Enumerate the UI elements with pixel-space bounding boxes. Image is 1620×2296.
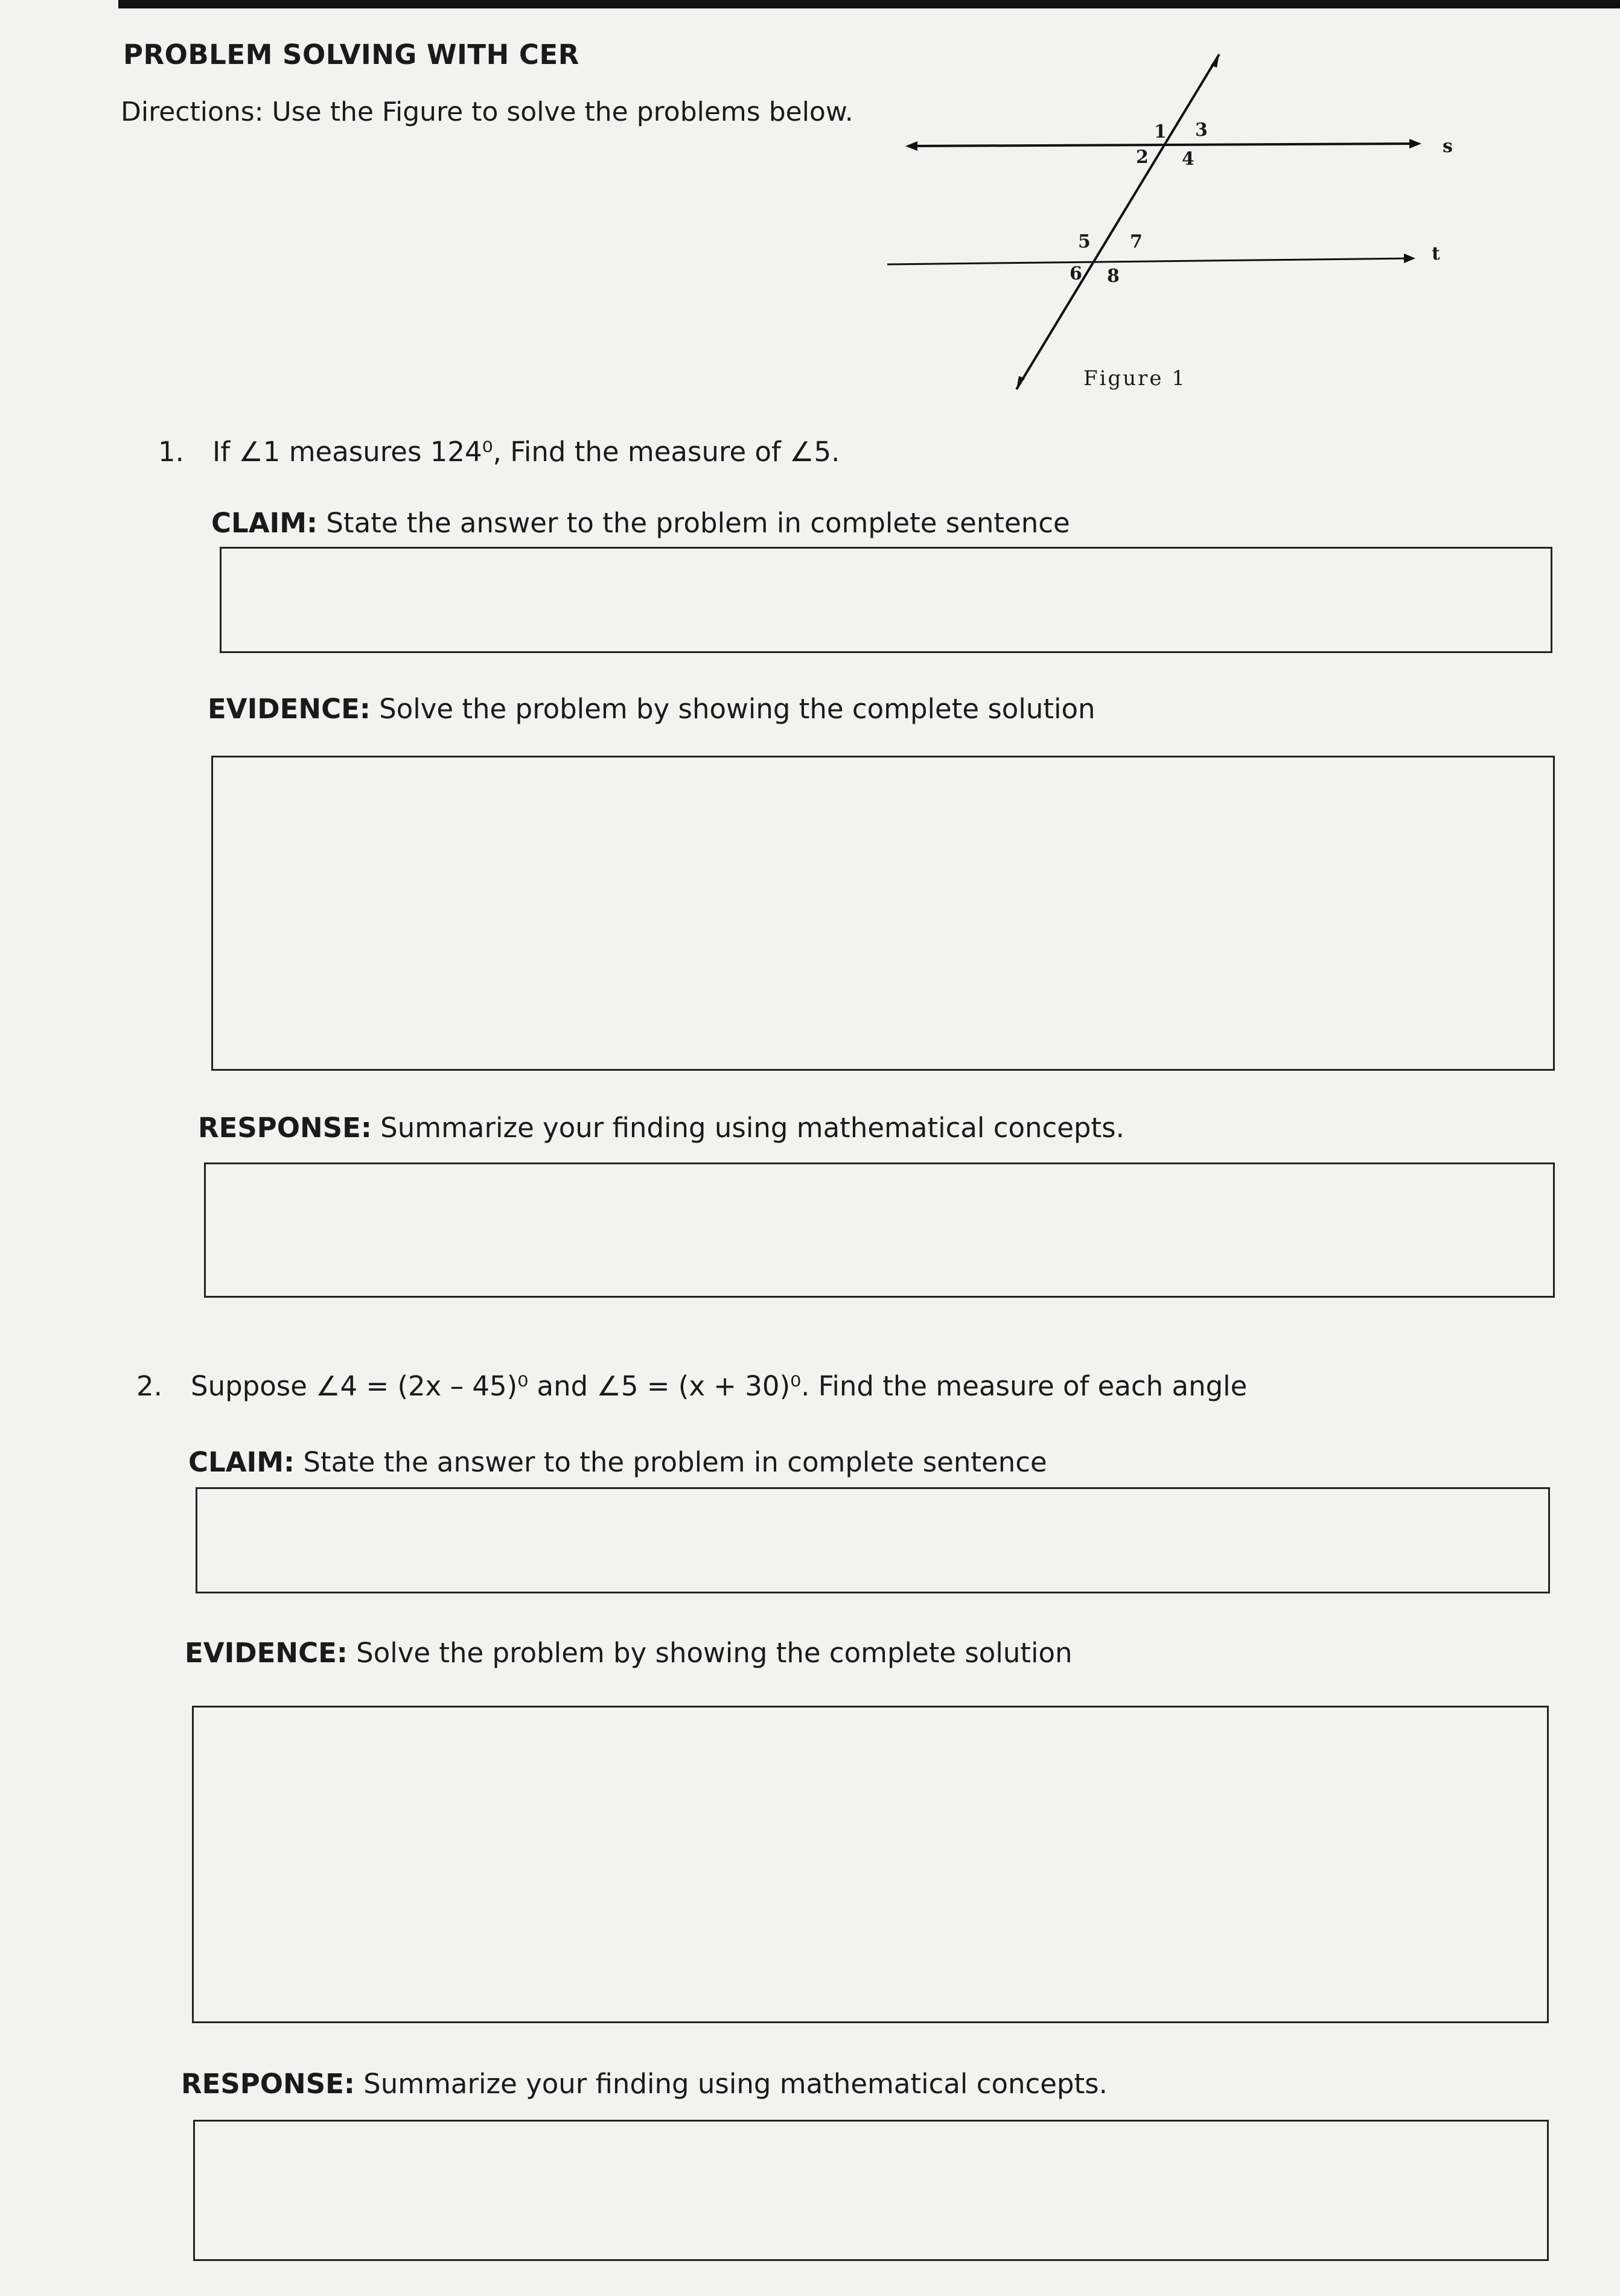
problem-2-claim-label: [188, 1446, 1047, 1478]
problem-1-evidence-box[interactable]: [211, 756, 1555, 1071]
header-bar: [118, 0, 1620, 8]
claim-heading: CLAIM:: [211, 507, 318, 539]
angle-label-8: 8: [1107, 266, 1120, 287]
problem-1-response-label: [198, 1112, 1124, 1144]
angle-label-4: 4: [1182, 148, 1194, 170]
directions: Directions: Use the Figure to solve the problems below.: [121, 97, 853, 127]
problem-1-claim-box[interactable]: [220, 547, 1552, 653]
problem-2-prompt: Suppose ∠4 = (2x – 45)⁰ and ∠5 = (x + 30)⁰. Find the measure of each angle: [191, 1370, 1248, 1402]
claim-instruction: State the answer to the problem in complete sentence: [326, 507, 1070, 539]
angle-label-1: 1: [1154, 121, 1167, 142]
problem-2-claim-box[interactable]: [196, 1487, 1550, 1593]
line-s-label: s: [1443, 136, 1453, 157]
angle-label-5: 5: [1078, 231, 1091, 252]
problem-1: [158, 436, 840, 468]
response-instruction: Summarize your finding using mathematical concepts.: [380, 1112, 1124, 1144]
evidence-instruction: Solve the problem by showing the complete solution: [356, 1637, 1073, 1669]
figure-caption: Figure 1: [1083, 366, 1187, 391]
problem-1-claim-label: [211, 507, 1070, 539]
arrowhead-bottom: [1016, 376, 1025, 389]
response-heading: RESPONSE:: [198, 1112, 372, 1144]
problem-1-prompt: If ∠1 measures 124⁰, Find the measure of ∠5.: [212, 436, 840, 468]
problem-2: [136, 1370, 1247, 1402]
response-instruction: Summarize your finding using mathematical concepts.: [363, 2068, 1108, 2100]
response-heading: RESPONSE:: [181, 2068, 355, 2100]
evidence-heading: EVIDENCE:: [208, 693, 371, 725]
line-s: [909, 144, 1418, 146]
line-t-label: t: [1432, 243, 1440, 264]
evidence-instruction: Solve the problem by showing the complete solution: [379, 693, 1095, 725]
problem-2-evidence-label: [185, 1637, 1073, 1669]
line-t-arrow: [1404, 254, 1415, 263]
transversal-line: [1016, 54, 1219, 389]
angle-label-2: 2: [1136, 147, 1149, 168]
claim-heading: CLAIM:: [188, 1446, 295, 1478]
problem-2-response-label: [181, 2068, 1108, 2100]
angle-label-3: 3: [1195, 120, 1208, 141]
angle-label-7: 7: [1130, 231, 1143, 252]
angle-label-6: 6: [1070, 263, 1082, 284]
problem-1-number: 1.: [158, 436, 184, 468]
problem-1-evidence-label: [208, 693, 1095, 725]
problem-2-response-box[interactable]: [193, 2120, 1549, 2261]
line-t: [887, 258, 1412, 264]
problem-1-response-box[interactable]: [204, 1162, 1555, 1298]
problem-2-number: 2.: [136, 1370, 162, 1402]
line-s-arrow: [1409, 139, 1421, 148]
claim-instruction: State the answer to the problem in complete sentence: [303, 1446, 1047, 1478]
figure-1: [875, 42, 1479, 404]
problem-2-evidence-box[interactable]: [192, 1706, 1549, 2023]
line-s-arrow-left: [905, 141, 917, 151]
arrowhead-top: [1211, 54, 1219, 68]
evidence-heading: EVIDENCE:: [185, 1637, 348, 1669]
page-title: PROBLEM SOLVING WITH CER: [123, 39, 579, 71]
